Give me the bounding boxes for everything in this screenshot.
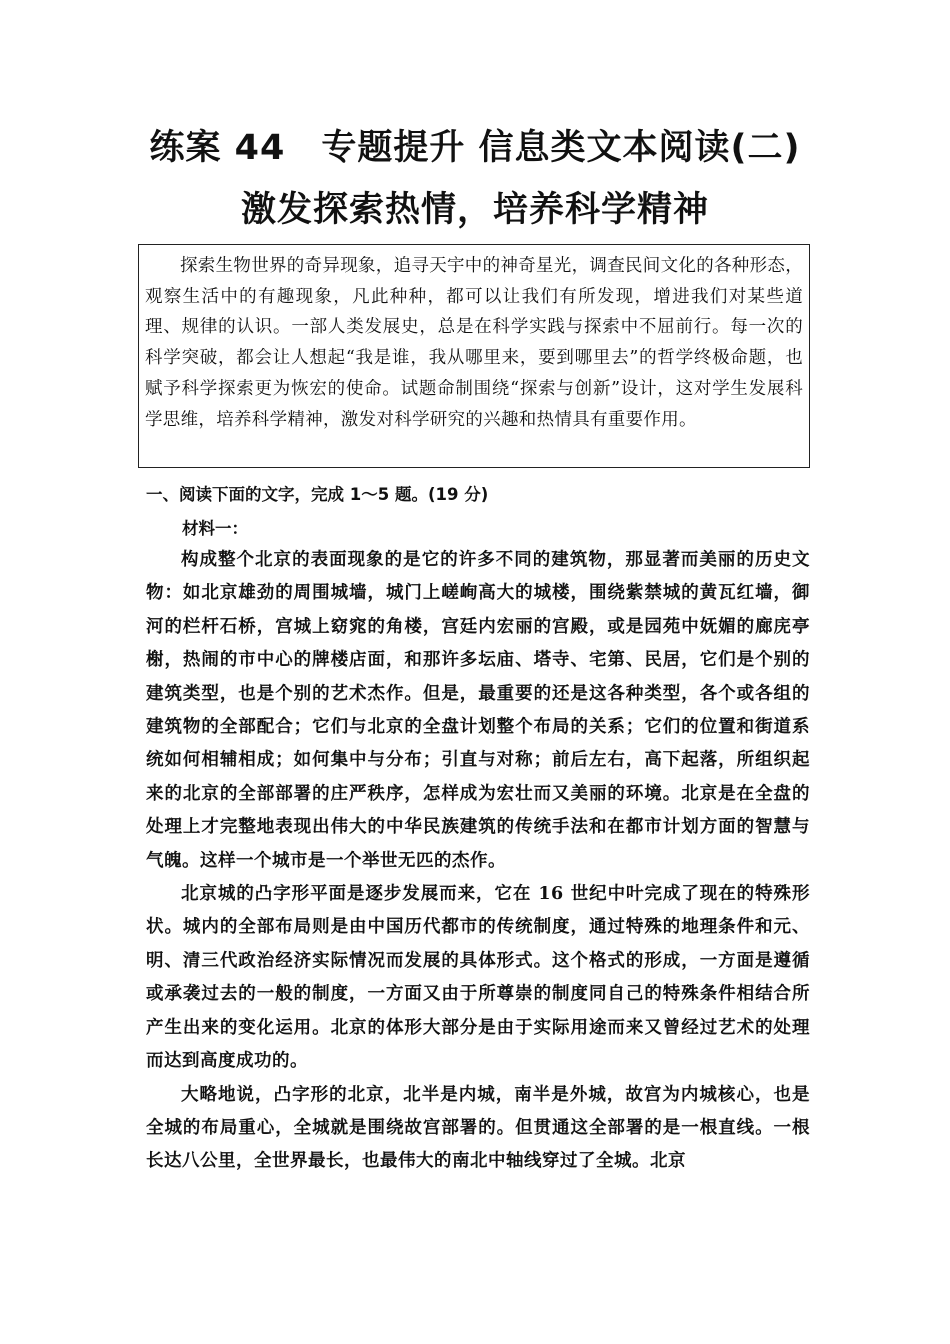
reading-passage [146, 544, 810, 1179]
document-title: 练案 44 专题提升 信息类文本阅读(二) [149, 128, 801, 168]
intro-text: 探索生物世界的奇异现象，追寻天宇中的神奇星光，调查民间文化的各种形态，观察生活中的有趣现象，凡此种种，都可以让我们有所发现，增进我们对某些道理、规律的认识。一部人类发展史，总是在科学实践与探索中不屈前行。每一次的科学突破，都会让人想起“我是谁，我从哪里来，要到哪里去”的哲学终极命题，也赋予科学探索更为恢宏的使命。试题命制围绕“探索与创新”设计，这对学生发展科学思维，培养科学精神，激发对科学研究的兴趣和热情具有重要作用。 [145, 256, 803, 430]
section-heading: 一、阅读下面的文字，完成 1～5 题。(19 分) [146, 485, 489, 504]
material-label: 材料一： [182, 519, 248, 538]
passage-paragraph-2: 北京城的凸字形平面是逐步发展而来，它在 16 世纪中叶完成了现在的特殊形状。城内的全部布局则是由中国历代都市的传统制度，通过特殊的地理条件和元、明、清三代政治经济实际情况而发展的具体形式。这个格式的形成，一方面是遵循或承袭过去的一般的制度，一方面又由于所尊崇的制度同自己的特殊条件相结合所产生出来的变化运用。北京的体形大部分是由于实际用途而来又曾经过艺术的处理而达到高度成功的。 [146, 884, 810, 1072]
passage-paragraph-1: 构成整个北京的表面现象的是它的许多不同的建筑物，那显著而美丽的历史文物：如北京雄劲的周围城墙，城门上嵯峋高大的城楼，围绕紫禁城的黄瓦红墙，御河的栏杆石桥，宫城上窈窕的角楼，宫廷内宏丽的宫殿，或是园苑中妩媚的廊庑亭榭，热闹的市中心的牌楼店面，和那许多坛庙、塔寺、宅第、民居，它们是个别的建筑类型，也是个别的艺术杰作。但是，最重要的还是这各种类型，各个或各组的建筑物的全部配合；它们与北京的全盘计划整个布局的关系；它们的位置和街道系统如何相辅相成；如何集中与分布；引直与对称；前后左右，高下起落，所组织起来的北京的全部部署的庄严秩序，怎样成为宏壮而又美丽的环境。北京是在全盘的处理上才完整地表现出伟大的中华民族建筑的传统手法和在都市计划方面的智慧与气魄。这样一个城市是一个举世无匹的杰作。 [146, 550, 810, 871]
intro-box [138, 244, 810, 468]
passage-paragraph-3: 大略地说，凸字形的北京，北半是内城，南半是外城，故宫为内城核心，也是全城的布局重心，全城就是围绕故宫部署的。但贯通这全部署的是一根直线。一根长达八公里，全世界最长，也最伟大的南北中轴线穿过了全城。北京 [146, 1084, 810, 1172]
document-subtitle: 激发探索热情，培养科学精神 [240, 190, 709, 230]
